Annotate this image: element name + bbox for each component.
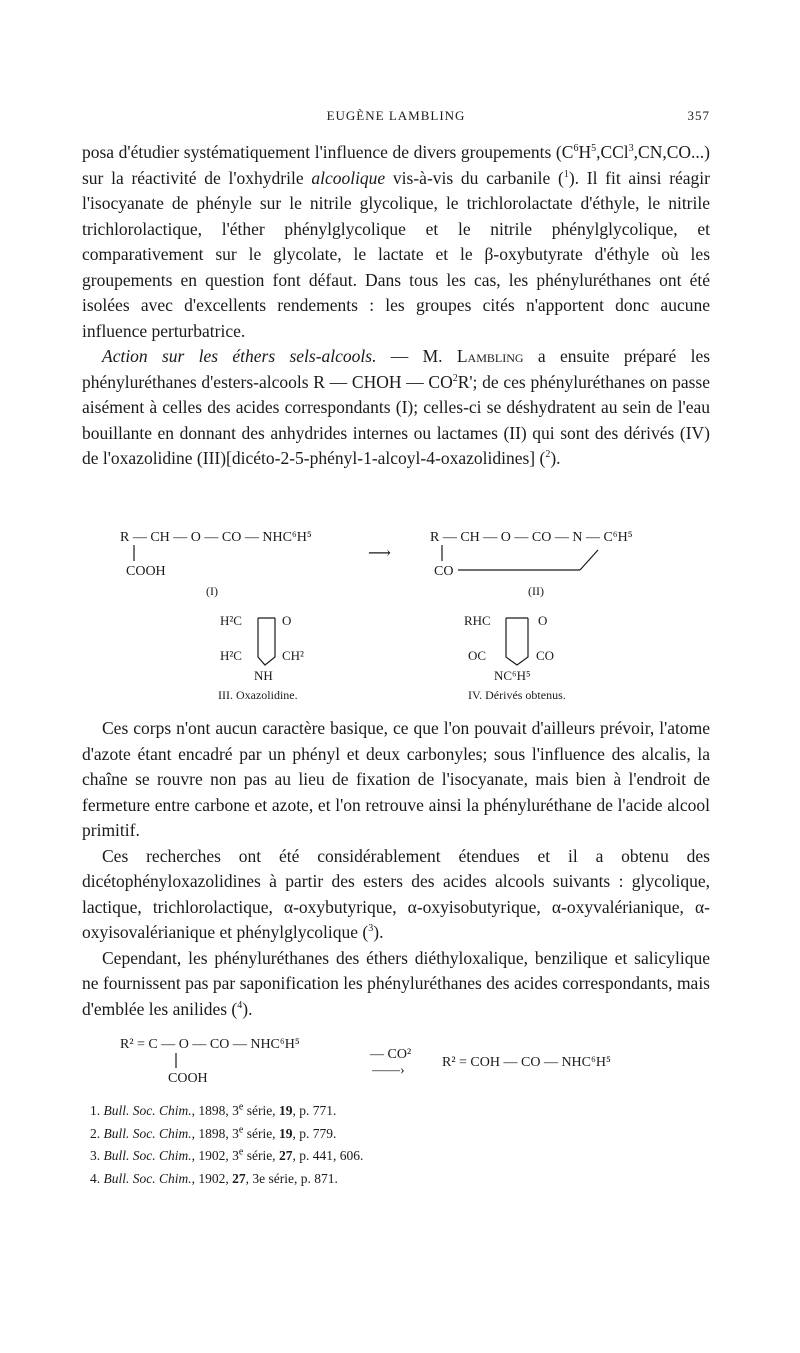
paragraph-5: Cependant, les phényluréthanes des éthers diéthyloxalique, benzilique et salicylique ne fournissent pas par saponification les phényluréthanes des acides correspondants, mais d'emblée les anilides ($^4$). <box>82 947 710 1019</box>
derivative-rhc: RHC <box>464 613 491 628</box>
derivative-nc6h5: NC⁶H⁵ <box>494 668 531 683</box>
text-block-middle <box>82 716 710 1022</box>
footnote-3: 3. Bull. Soc. Chim., 1902, 3e série, 27, p. 441, 606. <box>90 1146 364 1164</box>
footnote-ref-1: 1 <box>563 168 569 180</box>
footnote-2: 2. Bull. Soc. Chim., 1898, 3e série, 19, p. 779. <box>90 1124 337 1141</box>
oxazolidine-o: O <box>282 613 292 628</box>
oxazolidine-nh: NH <box>254 668 273 683</box>
paragraph-1: posa d'étudier systématiquement l'influence de divers groupements $(C^6H^5,CCl^3,CN,CO...)$ sur la réactivité de l'oxhydrile alcoolique vis-à-vis du carbanile ($^1$). Il fit ainsi réagir l'isocyanate de phényle sur le nitrile glycolique, le trichlorolactate d'éthyle, le nitrile trichlorolactique, l'éther phénylglycolique et le nitrile phénylglycolique, et comparativement sur le glycolate, le lactate et le β-oxybutyrate d'éthyle où les groupements en question font défaut. Dans tous les cas, les phényluréthanes ont été isolées avec d'excellents rendements : les groupes cités n'apportent donc aucune influence perturbatrice. <box>82 142 710 341</box>
derivative-caption: IV. Dérivés obtenus. <box>468 688 566 702</box>
footnote-1: 1. Bull. Soc. Chim., 1898, 3e série, 19, p. 771. <box>90 1101 337 1118</box>
compound-i-cooh: COOH <box>126 564 166 579</box>
compound-ii-label: (II) <box>528 584 544 598</box>
footnote-4: 4. Bull. Soc. Chim., 1902, 27, 3e série, p. 871. <box>90 1170 338 1186</box>
footnote-ref-3: 3 <box>368 923 374 935</box>
reactant-cooh: COOH <box>168 1071 208 1086</box>
footnotes <box>82 1100 710 1190</box>
page-number: 357 <box>687 108 710 123</box>
compound-ii-formula: R — CH — O — CO — N — C⁶H⁵ <box>430 530 633 545</box>
running-title: EUGÈNE LAMBLING <box>326 108 466 123</box>
derivative-o: O <box>538 613 548 628</box>
derivative-oc: OC <box>468 648 487 663</box>
page-header <box>82 108 710 132</box>
footnote-ref-2: 2 <box>545 449 551 461</box>
reaction-arrow-2: ——› <box>372 1063 405 1078</box>
product-formula: R² = COH — CO — NHC⁶H⁵ <box>442 1055 611 1070</box>
oxazolidine-h2c-top: H²C <box>220 613 242 628</box>
paragraph-3: Ces corps n'ont aucun caractère basique, ce que l'on pouvait d'ailleurs prévoir, l'atome d'azote étant encadré par un phényl et deux carbonyles; sous l'influence des alcalis, la chaîne se rouvre non pas au lieu de fixation de l'isocyanate, mais bien à l'endroit de fermeture entre carbone et azote, et l'on retrouve ainsi la phényluréthane de l'acide alcool primitif. <box>82 718 710 840</box>
reaction-arrow: ⟶ <box>368 545 391 562</box>
paragraph-4: Ces recherches ont été considérablement étendues et il a obtenu des dicétophényloxazolidines à partir des esters des acides alcools suivants : glycolique, lactique, trichlorolactique, α-oxybutyrique, α-oxyisobutyrique, α-oxyvalérianique, α-oxyisovalérianique et phénylglycolique ($^3$). <box>82 845 710 942</box>
oxazolidine-h2c-bottom: H²C <box>220 648 242 663</box>
paragraph-2: Action sur les éthers sels-alcools. — M. Lambling a ensuite préparé les phényluréthanes d'esters-alcools R — CHOH — $CO^2R'$; de ces phényluréthanes on passe aisément à celles des acides correspondants (I); celles-ci se déshydratent au sein de l'eau bouillante en donnant des anhydrides internes ou lactames (II) qui sont des dérivés (IV) de l'oxazolidine (III)[dicéto-2-5-phényl-1-alcoyl-4-oxazolidines] ($^2$). <box>82 346 711 468</box>
compound-i-formula: R — CH — O — CO — NHC⁶H⁵ <box>120 530 312 545</box>
reaction-scheme-1 <box>0 515 800 705</box>
reactant-formula: R² = C — O — CO — NHC⁶H⁵ <box>120 1037 300 1052</box>
author-name: Lambling <box>456 346 524 366</box>
footnote-ref-4: 4 <box>237 999 243 1011</box>
oxazolidine-ch2: CH² <box>282 648 304 663</box>
reaction-scheme-2 <box>0 1028 800 1088</box>
compound-ii-co: CO <box>434 564 454 579</box>
oxazolidine-caption: III. Oxazolidine. <box>218 688 298 702</box>
compound-i-label: (I) <box>206 584 218 598</box>
decarboxylation-label: — CO² <box>370 1047 412 1062</box>
text-block-top <box>82 140 710 472</box>
derivative-co: CO <box>536 648 555 663</box>
